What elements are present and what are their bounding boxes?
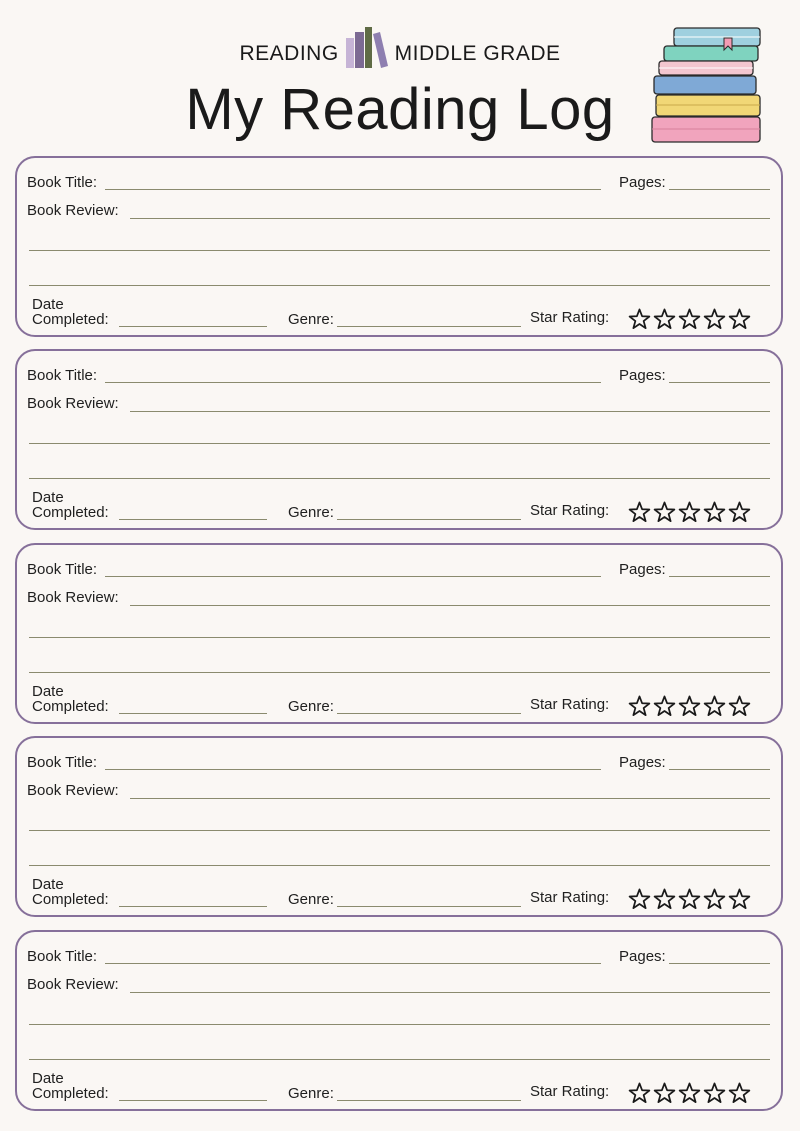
- genre-field[interactable]: [337, 519, 521, 520]
- review-line[interactable]: [29, 672, 770, 673]
- star-rating-label: Star Rating:: [530, 696, 610, 713]
- review-line[interactable]: [29, 478, 770, 479]
- books-logo-icon: [345, 26, 389, 68]
- star-rating-label: Star Rating:: [530, 889, 610, 906]
- book-title-label: Book Title:: [27, 174, 98, 191]
- star-icon[interactable]: [653, 888, 676, 911]
- star-icon[interactable]: [628, 695, 651, 718]
- star-icon[interactable]: [653, 695, 676, 718]
- genre-label: Genre:: [288, 1085, 334, 1102]
- date-label: Date: [32, 683, 64, 700]
- pages-label: Pages:: [619, 948, 666, 965]
- reading-log-entry: [15, 349, 783, 530]
- date-label: Date: [32, 1070, 64, 1087]
- completed-label: Completed:: [32, 311, 109, 328]
- pages-field[interactable]: [669, 576, 770, 577]
- reading-log-entry: [15, 543, 783, 724]
- book-title-field[interactable]: [105, 382, 601, 383]
- genre-field[interactable]: [337, 1100, 521, 1101]
- review-line[interactable]: [29, 865, 770, 866]
- genre-label: Genre:: [288, 504, 334, 521]
- star-rating[interactable]: [628, 695, 751, 718]
- date-label: Date: [32, 489, 64, 506]
- book-review-field[interactable]: [130, 605, 770, 606]
- pages-label: Pages:: [619, 174, 666, 191]
- star-icon[interactable]: [653, 1082, 676, 1105]
- review-line[interactable]: [29, 443, 770, 444]
- pages-field[interactable]: [669, 963, 770, 964]
- reading-log-entry: [15, 736, 783, 917]
- book-review-label: Book Review:: [27, 782, 119, 799]
- star-icon[interactable]: [678, 308, 701, 331]
- star-rating[interactable]: [628, 1082, 751, 1105]
- star-icon[interactable]: [728, 695, 751, 718]
- book-review-field[interactable]: [130, 798, 770, 799]
- book-review-label: Book Review:: [27, 202, 119, 219]
- reading-log-entry: [15, 930, 783, 1111]
- pages-field[interactable]: [669, 382, 770, 383]
- star-icon[interactable]: [628, 501, 651, 524]
- book-stack-icon: [646, 24, 766, 146]
- book-title-label: Book Title:: [27, 561, 98, 578]
- date-completed-field[interactable]: [119, 906, 267, 907]
- star-icon[interactable]: [678, 695, 701, 718]
- book-review-field[interactable]: [130, 992, 770, 993]
- completed-label: Completed:: [32, 504, 109, 521]
- completed-label: Completed:: [32, 698, 109, 715]
- date-completed-field[interactable]: [119, 713, 267, 714]
- genre-field[interactable]: [337, 713, 521, 714]
- completed-label: Completed:: [32, 1085, 109, 1102]
- book-title-field[interactable]: [105, 576, 601, 577]
- star-icon[interactable]: [628, 888, 651, 911]
- date-completed-field[interactable]: [119, 326, 267, 327]
- review-line[interactable]: [29, 285, 770, 286]
- pages-label: Pages:: [619, 754, 666, 771]
- completed-label: Completed:: [32, 891, 109, 908]
- star-rating-label: Star Rating:: [530, 502, 610, 519]
- genre-label: Genre:: [288, 698, 334, 715]
- date-label: Date: [32, 296, 64, 313]
- review-line[interactable]: [29, 1059, 770, 1060]
- book-title-label: Book Title:: [27, 754, 98, 771]
- book-title-field[interactable]: [105, 963, 601, 964]
- star-icon[interactable]: [703, 1082, 726, 1105]
- book-title-label: Book Title:: [27, 948, 98, 965]
- star-icon[interactable]: [728, 501, 751, 524]
- review-line[interactable]: [29, 830, 770, 831]
- genre-field[interactable]: [337, 906, 521, 907]
- reading-log-entry: [15, 156, 783, 337]
- book-review-field[interactable]: [130, 218, 770, 219]
- date-completed-field[interactable]: [119, 519, 267, 520]
- book-review-label: Book Review:: [27, 976, 119, 993]
- book-title-field[interactable]: [105, 769, 601, 770]
- book-title-label: Book Title:: [27, 367, 98, 384]
- pages-field[interactable]: [669, 189, 770, 190]
- date-completed-field[interactable]: [119, 1100, 267, 1101]
- star-icon[interactable]: [628, 1082, 651, 1105]
- star-icon[interactable]: [653, 501, 676, 524]
- star-icon[interactable]: [728, 888, 751, 911]
- star-icon[interactable]: [628, 308, 651, 331]
- pages-label: Pages:: [619, 561, 666, 578]
- page-header: [0, 0, 800, 150]
- star-rating[interactable]: [628, 501, 751, 524]
- book-review-label: Book Review:: [27, 395, 119, 412]
- star-icon[interactable]: [703, 308, 726, 331]
- star-icon[interactable]: [728, 308, 751, 331]
- star-icon[interactable]: [678, 1082, 701, 1105]
- genre-label: Genre:: [288, 891, 334, 908]
- star-rating[interactable]: [628, 888, 751, 911]
- page-title: My Reading Log: [185, 77, 615, 142]
- star-icon[interactable]: [703, 501, 726, 524]
- star-rating[interactable]: [628, 308, 751, 331]
- star-icon[interactable]: [653, 308, 676, 331]
- review-line[interactable]: [29, 1024, 770, 1025]
- star-icon[interactable]: [678, 501, 701, 524]
- pages-label: Pages:: [619, 367, 666, 384]
- book-review-field[interactable]: [130, 411, 770, 412]
- review-line[interactable]: [29, 250, 770, 251]
- brand-text-left: READING: [239, 42, 339, 65]
- star-icon[interactable]: [703, 888, 726, 911]
- star-rating-label: Star Rating:: [530, 1083, 610, 1100]
- book-title-field[interactable]: [105, 189, 601, 190]
- review-line[interactable]: [29, 637, 770, 638]
- date-label: Date: [32, 876, 64, 893]
- pages-field[interactable]: [669, 769, 770, 770]
- genre-field[interactable]: [337, 326, 521, 327]
- brand-text-right: MIDDLE GRADE: [394, 42, 561, 65]
- star-icon[interactable]: [678, 888, 701, 911]
- star-icon[interactable]: [703, 695, 726, 718]
- genre-label: Genre:: [288, 311, 334, 328]
- star-icon[interactable]: [728, 1082, 751, 1105]
- star-rating-label: Star Rating:: [530, 309, 610, 326]
- book-review-label: Book Review:: [27, 589, 119, 606]
